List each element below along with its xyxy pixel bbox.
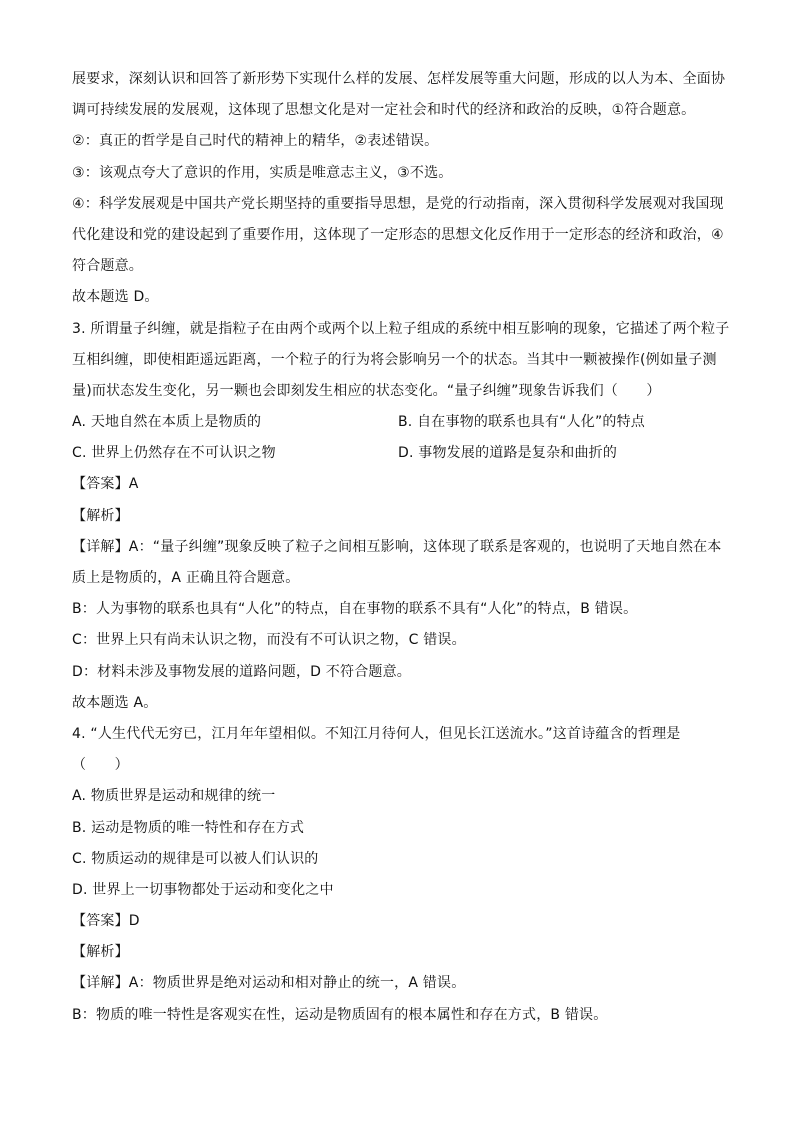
text-line: 符合题意。 [72, 258, 143, 275]
detail-line: 质上是物质的，A 正确且符合题意。 [72, 570, 300, 586]
option-b: B. 自在事物的联系也具有“人化”的特点 [398, 414, 646, 431]
question-stem: 互相纠缠，即使相距遥远距离，一个粒子的行为将会影响另一个的状态。当其中一颗被操作(例如量子测 [72, 351, 717, 368]
question-stem: （ ） [72, 757, 129, 774]
text-line: ④：科学发展观是中国共产党长期坚持的重要指导思想，是党的行动指南，深入贯彻科学发展观对我国现 [72, 195, 724, 212]
text-line: ③：该观点夸大了意识的作用，实质是唯意志主义，③不选。 [72, 164, 453, 181]
option-c: C. 物质运动的规律是可以被人们认识的 [72, 850, 319, 867]
document-page [72, 64, 730, 1031]
analysis-label: 【解析】 [72, 507, 129, 524]
detail-line: 【详解】A：“量子纠缠”现象反映了粒子之间相互影响，这体现了联系是客观的，也说明了天地自然在本 [72, 538, 722, 555]
text-line: 代化建设和党的建设起到了重要作用，这体现了一定形态的思想文化反作用于一定形态的经济和政治，④ [72, 226, 724, 243]
option-b: B. 运动是物质的唯一特性和存在方式 [72, 819, 305, 836]
answer-line: 【答案】D [72, 913, 140, 930]
analysis-label: 【解析】 [72, 944, 129, 961]
question-stem: 4. “人生代代无穷已，江月年年望相似。不知江月待何人，但见长江送流水。”这首诗蕴含的哲理是 [72, 725, 681, 742]
options-row [72, 407, 724, 438]
conclusion-line: 故本题选 A。 [72, 694, 158, 711]
text-line: 展要求，深刻认识和回答了新形势下实现什么样的发展、怎样发展等重大问题，形成的以人为本、全面协 [72, 71, 726, 87]
question-stem: 量)而状态发生变化，另一颗也会即刻发生相应的状态变化。“量子纠缠”现象告诉我们（ ） [72, 382, 661, 399]
conclusion-line: 故本题选 D。 [72, 289, 159, 306]
option-c: C. 世界上仍然存在不可认识之物 [72, 445, 276, 462]
detail-line: 【详解】A：物质世界是绝对运动和相对静止的统一，A 错误。 [72, 975, 466, 992]
option-a: A. 物质世界是运动和规律的统一 [72, 788, 276, 805]
detail-line: D：材料未涉及事物发展的道路问题，D 不符合题意。 [72, 663, 412, 680]
answer-line: 【答案】A [72, 476, 139, 493]
detail-line: B：人为事物的联系也具有“人化”的特点，自在事物的联系不具有“人化”的特点，B 错误。 [72, 601, 638, 618]
option-d: D. 世界上一切事物都处于运动和变化之中 [72, 881, 334, 898]
option-a: A. 天地自然在本质上是物质的 [72, 414, 262, 431]
detail-line: C：世界上只有尚未认识之物，而没有不可认识之物，C 错误。 [72, 632, 466, 649]
question-stem: 3. 所谓量子纠缠，就是指粒子在由两个或两个以上粒子组成的系统中相互影响的现象，它描述了两个粒子 [72, 320, 730, 337]
text-line: 调可持续发展的发展观，这体现了思想文化是对一定社会和时代的经济和政治的反映，①符合题意。 [72, 102, 696, 119]
option-d: D. 事物发展的道路是复杂和曲折的 [398, 445, 618, 462]
options-row [72, 438, 724, 469]
text-line: ②：真正的哲学是自己时代的精神上的精华，②表述错误。 [72, 133, 439, 150]
detail-line: B：物质的唯一特性是客观实在性，运动是物质固有的根本属性和存在方式，B 错误。 [72, 1006, 608, 1023]
